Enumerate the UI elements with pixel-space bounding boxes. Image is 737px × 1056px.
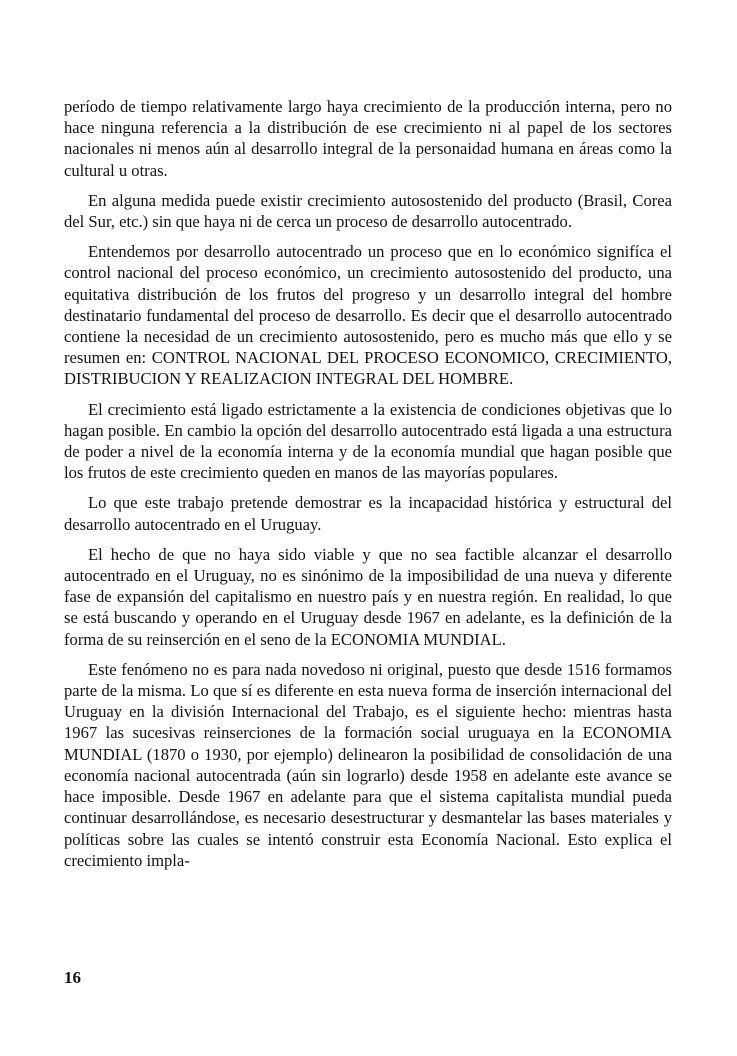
paragraph-4: El crecimiento está ligado estrictamente a la existencia de condiciones objetivas que lo hagan posible. En cambio la opción del desarrollo autocentrado está ligada a una estructura de poder a nivel de la economía interna y de la economía mundial que hagan posible que los frutos de este crecimiento queden en manos de las mayorías populares. [64, 399, 672, 483]
document-page [64, 96, 672, 880]
paragraph-3: Entendemos por desarrollo autocentrado un proceso que en lo económico signifíca el control nacional del proceso económico, un crecimiento autosostenido del producto, una equitativa distribución de los frutos del progreso y un desarrollo integral del hombre destinatario fundamental del proceso de desarrollo. Es decir que el desarrollo autocentrado contiene la necesidad de un crecimiento autosostenido, pero es mucho más que ello y se resumen en: CONTROL NACIONAL DEL PROCESO ECONOMICO, CRECIMIENTO, DISTRIBUCION Y REALIZACION INTEGRAL DEL HOMBRE. [64, 242, 672, 389]
paragraph-7: Este fenómeno no es para nada novedoso ni original, puesto que desde 1516 formamos parte de la misma. Lo que sí es diferente en esta nueva forma de inserción internacional del Uruguay en la división Internacional del Trabajo, es el siguiente hecho: mientras hasta 1967 las sucesivas reinserciones de la formación social uruguaya en la ECONOMIA MUNDIAL (1870 o 1930, por ejemplo) delinearon la posibilidad de consolidación de una economía nacional autocentrada (aún sin lograrlo) desde 1958 en adelante este avance se hace imposible. Desde 1967 en adelante para que el sistema capitalista mundial pueda continuar desarrollándose, es necesario desestructurar y desmantelar las bases materiales y políticas sobre las cuales se intentó construir esta Economía Nacional. Esto explica el crecimiento impla- [64, 659, 672, 870]
paragraph-6: El hecho de que no haya sido viable y que no sea factible alcanzar el desarrollo autocentrado en el Uruguay, no es sinónimo de la imposibilidad de una nueva y diferente fase de expansión del capitalismo en nuestro país y en nuestra región. En realidad, lo que se está buscando y operando en el Uruguay desde 1967 en adelante, es la definición de la forma de su reinserción en el seno de la ECONOMIA MUNDIAL. [64, 544, 672, 649]
page-number: 16 [64, 968, 81, 987]
paragraph-1: período de tiempo relativamente largo haya crecimiento de la producción interna, pero no hace ninguna referencia a la distribución de ese crecimiento ni al papel de los sectores nacionales ni menos aún al desarrollo integral de la personaidad humana en áreas como la cultural u otras. [64, 97, 672, 180]
paragraph-2: En alguna medida puede existir crecimiento autosostenido del producto (Brasil, Corea del Sur, etc.) sin que haya ni de cerca un proceso de desarrollo autocentrado. [64, 190, 672, 232]
paragraph-5: Lo que este trabajo pretende demostrar es la incapacidad histórica y estructural del desarrollo autocentrado en el Uruguay. [64, 493, 672, 534]
